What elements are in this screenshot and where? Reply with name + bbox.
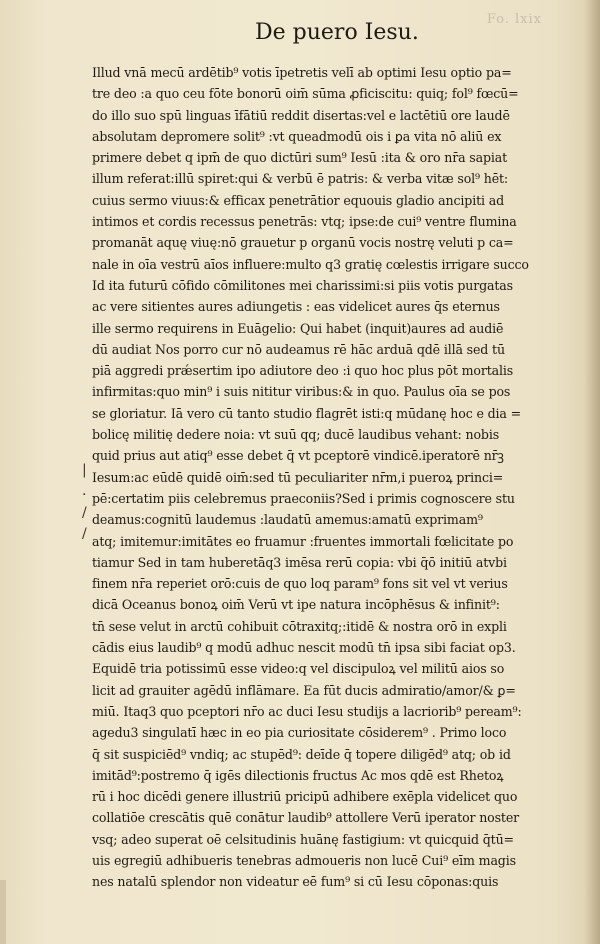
text-line: pē:certatim piis celebremus praeconiis?Sed i primis cognoscere stu xyxy=(92,490,515,506)
text-line: nes natalū splendor non videatur eē fum⁹ si cū Iesu cōponas:quis xyxy=(92,874,499,890)
text-line: tre deo :a quo ceu fōte bonorū oim̄ sūma ꝓficiscitu: quiq; fol⁹ fœcū= xyxy=(92,86,519,102)
text-line: primere debet q ipm̄ de quo dictūri sum⁹ Iesū :ita & oro nr̄a sapiat xyxy=(92,150,508,166)
page-edge-mark xyxy=(0,880,6,944)
text-line: piā aggredi prǽsertim ipo adiutore deo :i quo hoc plus pōt mortalis xyxy=(92,363,514,379)
text-line: tiamur Sed in tam huberetāq3 imēsa rerū copia: vbi q̄ō initiū atvbi xyxy=(92,554,507,570)
text-line: Illud vnā mecū ardētib⁹ votis īpetretis velī ab optimi Iesu optio pa= xyxy=(92,65,512,80)
text-line: uis egregiū adhibueris tenebras admoueris non lucē Cui⁹ eīm magis xyxy=(92,852,516,868)
text-line: bolicę militię dedere noia: vt suū qq; ducē laudibus vehant: nobis xyxy=(92,427,500,443)
text-line: imitād⁹:postremo q̄ igēs dilectionis fructus Ac mos qdē est Rhetoꝝ xyxy=(92,767,504,783)
text-line: q̄ sit suspiciēd⁹ vndiq; ac stupēd⁹: deīde q̄ topere diligēd⁹ atq; ob id xyxy=(92,746,511,762)
text-line: agedu3 singulatī hæc in eo pia curiositate cōsiderem⁹ . Primo loco xyxy=(92,725,507,741)
margin-mark: / xyxy=(82,504,87,521)
text-line: tn̄ sese velut in arctū cohibuit cōtraxitq;:itidē & nostra orō in expli xyxy=(92,618,507,634)
text-line: dicā Oceanus bonoꝝ oim̄ Verū vt ipe natura incōphēsus & infinit⁹: xyxy=(92,597,500,613)
body-text xyxy=(92,62,570,893)
text-line: illum referat:illū spiret:qui & verbū ē patris: & verba vitæ sol⁹ hēt: xyxy=(92,171,509,187)
text-line: atq; imitemur:imitātes eo fruamur :fruentes immortali fœlicitate po xyxy=(92,533,514,549)
text-line: vsq; adeo superat oē celsitudinis huānę fastigium: vt quicquid q̄tū= xyxy=(92,831,514,847)
text-line: finem nr̄a reperiet orō:cuis de quo loq param⁹ fons sit vel vt verius xyxy=(92,576,508,592)
text-line: nale in oīa vestrū aīos influere:multo q3 gratię cœlestis irrigare succo xyxy=(92,256,529,272)
text-line: ac vere sitientes aures adiungetis : eas videlicet aures q̄s eternus xyxy=(92,299,500,315)
text-line: se gloriatur. Iā vero cū tanto studio flagrēt isti:q mūdanę hoc e dia = xyxy=(92,405,522,421)
text-line: promanāt aquę viuę:nō grauetur p organū vocis nostrę veluti p ca= xyxy=(92,235,514,251)
text-line: dū audiat Nos porro cur nō audeamus rē hāc arduā qdē illā sed tū xyxy=(92,341,505,357)
margin-mark: | xyxy=(82,462,87,478)
text-line: cuius sermo viuus:& efficax penetrātior equouis gladio ancipiti ad xyxy=(92,192,504,208)
margin-mark: . xyxy=(82,483,87,500)
text-line: Equidē tria potissimū esse video:q vel discipuloꝝ vel militū aios so xyxy=(92,661,505,677)
text-line: do illo suo spū linguas īfātiū reddit disertas:vel e lactētiū ore laudē xyxy=(92,107,510,123)
text-line: Id ita futurū cōfido cōmilitones mei charissimi:si piis votis purgatas xyxy=(92,277,513,293)
text-line: collatiōe crescātis quē conātur laudib⁹ attollere Verū iperator noster xyxy=(92,810,520,826)
text-line: intimos et cordis recessus penetrās: vtq; ipse:de cui⁹ ventre flumina xyxy=(92,214,517,230)
text-line: infirmitas:quo min⁹ i suis nititur viribus:& in quo. Paulus oīa se pos xyxy=(92,384,511,400)
text-line: ille sermo requirens in Euāgelio: Qui habet (inquit)aures ad audiē xyxy=(92,320,504,336)
text-line: deamus:cognitū laudemus :laudatū amemus:amatū exprimam⁹ xyxy=(92,512,483,528)
text-line: absolutam depromere solit⁹ :vt queadmodū ois i ꝑa vita nō aliū ex xyxy=(92,128,502,144)
text-line: Iesum:ac eūdē quidē oim̄:sed tū peculiariter nr̄m,i pueroꝝ princi= xyxy=(92,469,504,485)
text-line: quid prius aut atiq⁹ esse debet q̄ vt pceptorē vindicē.iperatorē nr̄ꝫ xyxy=(92,448,504,464)
spine-shadow xyxy=(584,0,600,944)
folio-number: Fo. lxix xyxy=(486,12,542,27)
running-head: De puero Iesu. xyxy=(255,20,419,45)
margin-mark: / xyxy=(82,525,87,542)
text-line: rū i hoc dicēdi genere illustriū pricipū adhibere exēpla videlicet quo xyxy=(92,789,518,805)
text-line: miū. Itaq3 quo pceptori nr̄o ac duci Iesu studijs a lacriorib⁹ peream⁹: xyxy=(92,703,522,719)
text-line: licit ad grauiter agēdū inflāmare. Ea fūt ducis admiratio/amor/& ꝑ= xyxy=(92,682,516,698)
text-line: cādis eius laudib⁹ q modū adhuc nescit modū tn̄ ipsa sibi faciat op3. xyxy=(92,640,516,656)
